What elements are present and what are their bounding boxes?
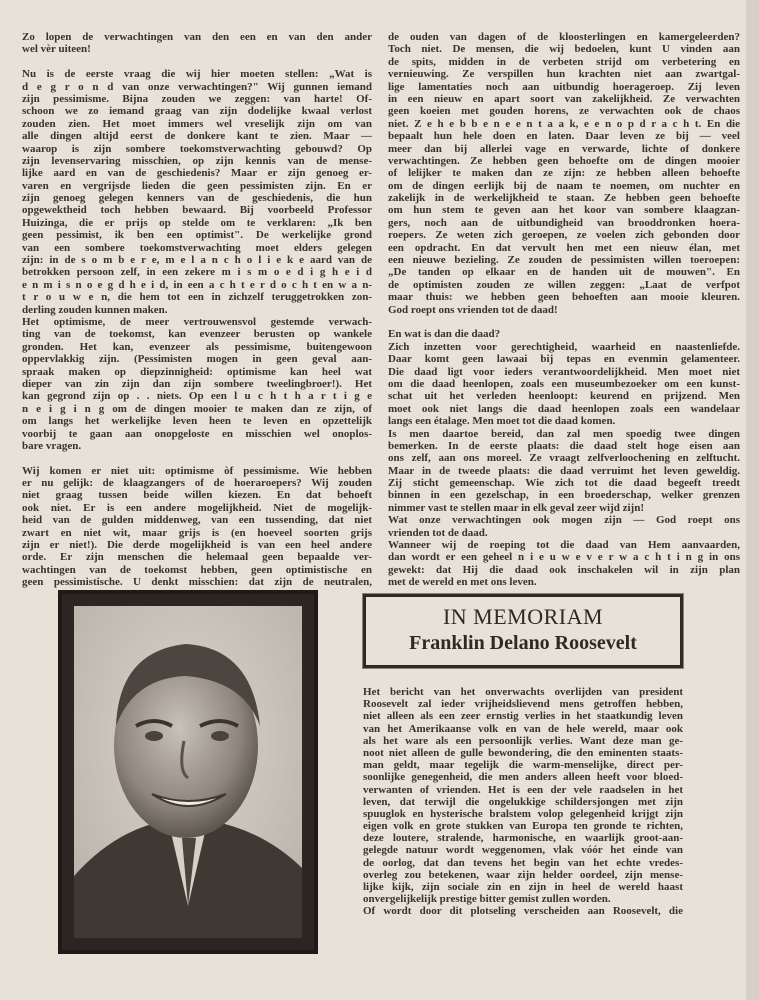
text-line: moet ook niet langs die daad heenlopen zoals een wandelaar <box>388 402 740 415</box>
text-line: n e i g i n g om de dingen mooier te maken dan ze zijn, of <box>22 402 372 415</box>
paragraph <box>363 905 683 917</box>
text-line: overleg zou betekenen, waar zijn helder oordeel, zijn mense- <box>363 868 683 881</box>
text-line: Zij sticht gemeenschap. Wie zich tot die daad begeeft treedt <box>388 477 740 490</box>
text-line: bare vragen. <box>22 439 82 452</box>
paragraph <box>388 514 740 539</box>
text-line: Is men daartoe bereid, dan zal men spoedig twee dingen <box>388 427 740 440</box>
text-line: verwanten of vrienden. Het is een der vele raadselen in het <box>363 783 683 796</box>
paragraph <box>388 428 740 515</box>
text-line: om langs het werkelijke leven heen te leven en opzettelijk <box>22 415 372 428</box>
text-line: zijn er niet!). Die derde mogelijkheid is van een heel andere <box>22 539 372 552</box>
text-line: waarop is zijn sombere toekomstverwachting gebouwd? Op <box>22 142 372 155</box>
text-line: schat uit het verleden heenloopt: keurend en prijzend. Men <box>388 390 740 403</box>
text-line: om de dingen eerlijk bij de naam te noemen, om nuchter en <box>388 179 740 192</box>
text-line: orde. Er zijn menschen die helemaal geen bepaalde ver- <box>22 551 372 564</box>
paragraph <box>388 539 740 589</box>
text-line: wachtingen van de toekomst hebben, geen optimistische en <box>22 563 372 576</box>
text-line: gers, noch aan de uitbundigheid van brooddronken hoera- <box>388 216 740 229</box>
text-line: wel vèr uiteen! <box>22 43 91 56</box>
paragraph <box>388 341 740 428</box>
text-line: Zo lopen de verwachtingen van den een en van den ander <box>22 31 372 43</box>
text-line: e n m i s n o e g d h e i d, in een a c h t e r d o c h t en w a n- <box>22 278 372 291</box>
text-line: de ouden van dagen of de kloosterlingen en kamergeleerden? <box>388 31 740 43</box>
text-line: maar thuis: we hebben geen behoeften aan mooie kleuren. <box>388 291 740 304</box>
text-line: geen pessimist, ik ben een optimist". De werkelijke grond <box>22 229 372 242</box>
text-line: dieper van zin zijn dan zijn sombere tweelingbroer!). Het <box>22 377 372 390</box>
paragraph <box>363 686 683 905</box>
text-line: Wanneer wij de roeping tot die daad van Hem aanvaarden, <box>388 539 740 552</box>
text-line: zijn genoeg gelegen kenners van de geschiedenis, die hun <box>22 192 372 205</box>
text-line: bepaalt hun hele doen en laten. Daar leven ze bij — veel <box>388 130 740 143</box>
text-line: met de wereld en met ons leven. <box>388 576 537 589</box>
obituary-column <box>363 686 683 918</box>
text-line: Toch niet. De mensen, die wij bedoelen, kunt U vinden aan <box>388 43 740 56</box>
text-line: soonlijke genegenheid, die men anders alleen heeft voor bloed- <box>363 771 683 784</box>
text-line: zwart en niet wit, maar grijs is (en hoeveel soorten grijs <box>22 526 372 539</box>
memoriam-name: Franklin Delano Roosevelt <box>409 632 637 654</box>
text-line: om hun stem te geven aan het koor van sombere klaagzan- <box>388 204 740 217</box>
text-line: bemerken. In de eerste plaats: die daad stelt hoge eisen aan <box>388 439 740 452</box>
text-line: betrokken persoon zelf, in een zekere m i s m o e d i g h e i d <box>22 266 372 279</box>
text-line: „De tanden op elkaar en de handen uit de mouwen". En <box>388 266 740 279</box>
page-edge <box>746 0 759 1000</box>
text-line: verwachtingen. Ze hebben geen behoefte om de dingen mooier <box>388 154 740 167</box>
text-line: Roosevelt zal ieder vrijheidslievend mens getroffen hebben, <box>363 698 683 711</box>
text-line: heid van de gulden middenweg, van een tussending, dat niet <box>22 514 372 527</box>
text-line: geen pessimistische. U denkt misschien: dat zijn de neutralen, <box>22 576 372 589</box>
text-line: de oorlog, dat dan tevens het begin van het echte vredes- <box>363 856 683 869</box>
text-line: nimmer vast te stellen maar in elk geval zeer wijd zijn! <box>388 501 645 514</box>
text-line: de optimisten zouden ze willen zeggen: „Laat de verfpot <box>388 278 740 291</box>
text-line: zouden zien. Het moet immers wel vreselijk zijn om van <box>22 117 372 130</box>
text-line: een nieuwe bezieling. Ze zouden de pessimisten willen toeroepen: <box>388 254 740 267</box>
text-line: deze loutere, stralende, harmonische, en waarlijk groot-aan- <box>363 832 683 845</box>
text-line: of lelijker te maken dan ze zijn: ze hebben alleen behoefte <box>388 167 740 180</box>
text-line: spraak maken op diepzinnigheid: optimisme kan heel wat <box>22 365 372 378</box>
left-article-column <box>22 31 372 589</box>
text-line: binnen in een gezelschap, in een broederschap, welker grenzen <box>388 489 740 502</box>
text-line: alle dingen altijd eerst de donkere kant te zien. Maar — <box>22 130 372 143</box>
right-article-column <box>388 31 740 589</box>
text-line: Huizinga, die er prijs op stelde om te verklaren: „Ik ben <box>22 216 372 229</box>
in-memoriam-box <box>363 594 683 668</box>
text-line: gronden. Het kan, evenzeer als pessimisme, buitengewoon <box>22 340 372 353</box>
roosevelt-portrait-photo <box>58 590 318 954</box>
text-line: Het bericht van het onverwachts overlijden van president <box>363 686 683 698</box>
text-line: gewekt: dat Hij die daad ook inschakelen wil in zijn plan <box>388 563 740 576</box>
text-line: Nu is de eerste vraag die wij hier moeten stellen: „Wat is <box>22 68 372 81</box>
text-line: spuuglok en hysterische bralstem volop gelegenheid krijgt zijn <box>363 807 683 820</box>
text-line: opgewektheid toch hebben bewaard. Bij voorbeeld Professor <box>22 204 372 217</box>
text-line: voorbij te gaan aan onopgeloste en misschien wel onoplos- <box>22 427 372 440</box>
text-line: geen koeien met gouden horens, ze verwachten ook de chaos <box>388 105 740 118</box>
text-line: lijke aard en van de geschiedenis? Maar er zijn genoeg er- <box>22 167 372 180</box>
text-line: Maar in de tweede plaats: die daad verruimt het leven geweldig. <box>388 464 740 477</box>
text-line: ook niet. Er is een andere mogelijkheid. Niet de mogelijk- <box>22 501 372 514</box>
text-line: Zich inzetten voor gerechtigheid, waarheid en naastenliefde. <box>388 340 740 353</box>
text-line: roepers. Ze weten zich geroepen, ze voelen zich gebonden door <box>388 229 740 242</box>
text-line: gelegde natuur wordt weggenomen, vlak vóór het einde van <box>363 844 683 857</box>
text-line: En wat is dan die daad? <box>388 328 501 341</box>
text-line: een opdracht. En dat vervult hen met een nieuw élan, met <box>388 241 740 254</box>
text-line: varen en vergrijsde lieden die geen pessimisten zijn. En er <box>22 179 372 192</box>
text-line: Wat onze verwachtingen ook mogen zijn — God roept ons <box>388 514 740 527</box>
text-line: niet graag tussen beide willen kiezen. En dat behoeft <box>22 489 372 502</box>
text-line: ons zelf, aan ons moreel. Ze vraagt zelfverloochening en zelftucht. <box>388 452 740 465</box>
text-line: niet. Z e h e b b e n e e n t a a k, e e n o p d r a c h t. En die <box>388 117 740 130</box>
text-line: zijn levenservaring misschien, op zijn kennis van de mense- <box>22 154 372 167</box>
text-line: vrienden tot de daad. <box>388 526 488 539</box>
text-line: lige lamentaties noch aan uitbundig hoerageroep. Zij leven <box>388 80 740 93</box>
text-line: d e g r o n d van onze verwachtingen?" Wij gunnen iemand <box>22 80 372 93</box>
text-line: van het Amerikaanse volk en van de hele wereld, maar ook <box>363 722 683 735</box>
text-line: langs een étalage. Men moet tot die daad komen. <box>388 415 616 428</box>
text-line: dan wordt er een geheel n i e u w e v e r w a c h t i n g in ons <box>388 551 740 564</box>
text-line: t r o u w e n, die hem tot een in zichzelf teruggetrokken zon- <box>22 291 372 304</box>
text-line: zijn pessimisme. Bijna zouden we zeggen: van harte! Of- <box>22 92 372 105</box>
paragraph <box>388 328 740 340</box>
text-line: zijn: in de s o m b e r e, m e l a n c h o l i e k e aard van de <box>22 254 372 267</box>
text-line: Die daad ligt voor ieders verantwoordelijkheid. Men moet niet <box>388 365 740 378</box>
text-line: ting van de toekomst, kan evenzeer berusten op wankele <box>22 328 372 341</box>
text-line: man geldt, maar tegelijk die warm-menselijke, direct per- <box>363 759 683 772</box>
text-line: leven, dat terwijl die ongelukkige schildersjongen met zijn <box>363 795 683 808</box>
text-line: derling zouden kunnen maken. <box>22 303 168 316</box>
paragraph <box>22 68 372 316</box>
text-line: meer dan bij allerlei vage en verwarde, lichte of donkere <box>388 142 740 155</box>
text-line: in een nieuw en apart soort van zakelijkheid. Ze verwachten <box>388 92 740 105</box>
text-line: van een sombere toekomstverwachting moet elders gelegen <box>22 241 372 254</box>
portrait-image <box>74 606 302 938</box>
text-line: eigen volk en grote stukken van Europa ten gronde te richten, <box>363 820 683 833</box>
text-line: vernieuwing. Ze verspillen hun krachten niet aan zwartgal- <box>388 68 740 81</box>
paragraph <box>22 316 372 452</box>
text-line: noot niet alleen de gulle bewondering, die den eminenten staats- <box>363 746 683 759</box>
text-line: om die daad heenlopen, zoals een museumbezoeker om een kunst- <box>388 377 740 390</box>
text-line: Of wordt door dit plotseling verscheiden aan Roosevelt, die <box>363 905 683 918</box>
paragraph <box>388 31 740 316</box>
text-line: God roept ons vrienden tot de daad! <box>388 303 558 316</box>
paragraph <box>22 465 372 589</box>
text-line: als het ware als een persoonlijk verlies. Want deze man ge- <box>363 734 683 747</box>
text-line: lijke kijk, zijn sociale zin en zijn in heel de wereld haast <box>363 881 683 893</box>
text-line: schoon we zo iemand graag van zijn dodelijke kwaal verlost <box>22 105 372 118</box>
text-line: Daar komt geen lawaai bij tepas en evenmin gelamenteer. <box>388 353 740 366</box>
text-line: onvergelijkelijk prestige bitter gemist zullen worden. <box>363 893 611 906</box>
paragraph <box>22 31 372 56</box>
text-line: zakelijk in de werkelijkheid te staan. Ze hebben geen behoefte <box>388 192 740 205</box>
text-line: niet alleen als een zeer ernstig verlies in het staatkundig leven <box>363 710 683 723</box>
text-line: de spits, midden in de verbeten strijd om verbetering en <box>388 55 740 68</box>
memoriam-heading: IN MEMORIAM <box>442 604 604 629</box>
text-line: er nu gelijk: de klaagzangers of de hoeraroepers? Wij zouden <box>22 477 372 490</box>
text-line: Het optimisme, de meer vertrouwensvol gestemde verwach- <box>22 315 372 328</box>
text-line: oppervlakkig zijn. (Pessimisten mogen in geen geval aan- <box>22 353 372 366</box>
text-line: kan gegrond zijn op . . niets. Op een l u c h t h a r t i g e <box>22 390 372 403</box>
text-line: Wij komen er niet uit: optimisme òf pessimisme. Wie hebben <box>22 464 372 477</box>
